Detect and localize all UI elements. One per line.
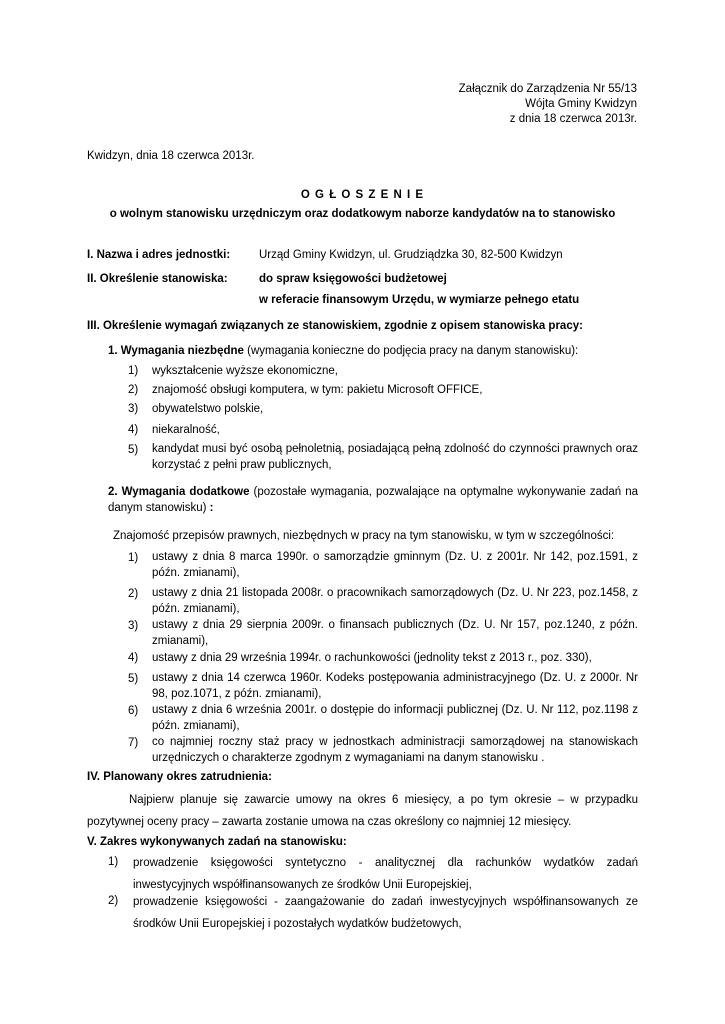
req2-num-5: 5) [128, 673, 139, 685]
req2-num-2: 2) [128, 588, 139, 600]
page-title: O G Ł O S Z E N I E [300, 189, 425, 201]
req1-item-1: wykształcenie wyższe ekonomiczne, [152, 365, 338, 377]
req2-title: 2. Wymagania dodatkowe [108, 486, 250, 498]
attachment-line-2: Wójta Gminy Kwidzyn [525, 98, 637, 110]
req1-item-3: obywatelstwo polskie, [152, 403, 264, 415]
req1-num-5: 5) [128, 444, 139, 456]
req2-item-6: ustawy z dnia 6 września 2001r. o dostępie do informacji publicznej (Dz. U. Nr 112, poz.1198 z późn. zmianami), [152, 704, 638, 732]
req1-title: 1. Wymagania niezbędne [108, 345, 244, 357]
req2-num-3: 3) [128, 620, 139, 632]
place-date: Kwidzyn, dnia 18 czerwca 2013r. [87, 150, 255, 162]
page-subtitle: o wolnym stanowisku urzędniczym oraz dodatkowym naborze kandydatów na to stanowisko [109, 208, 616, 220]
req2-note: (pozostałe wymagania, pozwalające na optymalne wykonywanie zadań na danym stanowisku) [108, 486, 638, 514]
section-2-label: II. Określenie stanowiska: [87, 273, 228, 285]
section-1-value: Urząd Gminy Kwidzyn, ul. Grudziądzka 30, 82-500 Kwidzyn [259, 249, 563, 261]
req2-item-5: ustawy z dnia 14 czerwca 1960r. Kodeks postępowania administracyjnego (Dz. U. z 2000r. Nr 98, poz.1071, z późn. zmianami), [152, 672, 638, 700]
req1-note: (wymagania konieczne do podjęcia pracy na danym stanowisku): [243, 345, 579, 357]
req1-item-4: niekaralność, [152, 424, 220, 436]
req2-colon: : [209, 502, 214, 514]
req2-item-4: ustawy z dnia 29 września 1994r. o rachunkowości (jednolity tekst z 2013 r., poz. 330), [152, 652, 592, 664]
section-2-value-1: do spraw księgowości budżetowej [259, 273, 447, 285]
req2-item-2: ustawy z dnia 21 listopada 2008r. o pracownikach samorządowych (Dz. U. Nr 223, poz.1458, z późn. zmianami), [152, 587, 638, 615]
req2-item-3: ustawy z dnia 29 sierpnia 2009r. o finansach publicznych (Dz. U. Nr 157, poz.1240, z późn. zmianami), [152, 619, 638, 647]
section-5-heading: V. Zakres wykonywanych zadań na stanowisku: [87, 836, 347, 848]
section-1-label: I. Nazwa i adres jednostki: [87, 249, 231, 261]
attachment-line-3: z dnia 18 czerwca 2013r. [509, 113, 637, 125]
section-2-value-2: w referacie finansowym Urzędu, w wymiarze pełnego etatu [259, 294, 580, 306]
req2-num-7: 7) [128, 737, 139, 749]
task-num-2: 2) [108, 895, 119, 907]
task-num-1: 1) [108, 856, 119, 868]
req2-num-6: 6) [128, 705, 139, 717]
req2-heading [108, 484, 638, 516]
req2-intro: Znajomość przepisów prawnych, niezbędnych w pracy na tym stanowisku, w tym w szczególności: [113, 530, 615, 542]
req1-num-3: 3) [128, 403, 139, 415]
req2-num-1: 1) [128, 552, 139, 564]
task-item-2: prowadzenie księgowości - zaangażowanie do zadań inwestycyjnych współfinansowanych ze środków Unii Europejskiej i pozostałych wydatków budżetowych, [133, 896, 638, 930]
section-3-heading: III. Określenie wymagań związanych ze stanowiskiem, zgodnie z opisem stanowiska pracy: [87, 320, 583, 332]
task-item-1: prowadzenie księgowości syntetyczno - analitycznej dla rachunków wydatków zadań inwestycyjnych współfinansowanych ze środków Unii Europejskiej, [133, 857, 638, 891]
req2-num-4: 4) [128, 652, 139, 664]
attachment-line-1: Załącznik do Zarządzenia Nr 55/13 [458, 83, 637, 95]
section-4-text: Najpierw planuje się zawarcie umowy na okres 6 miesięcy, a po tym okresie – w przypadku pozytywnej oceny pracy – zawarta zostanie umowa na czas określony co najmniej 12 miesięcy. [87, 794, 638, 828]
attachment-header [459, 82, 637, 127]
req1-heading [108, 345, 578, 357]
req1-num-2: 2) [128, 384, 139, 396]
req1-item-5: kandydat musi być osobą pełnoletnią, posiadającą pełną zdolność do czynności prawnych oraz korzystać z pełni praw publicznych, [152, 443, 638, 471]
req2-item-7: co najmniej roczny staż pracy w jednostkach administracji samorządowej na stanowiskach urzędniczych o charakterze zgodnym z wymaganiami na danym stanowisku . [152, 736, 638, 764]
req1-num-4: 4) [128, 424, 139, 436]
req2-item-1: ustawy z dnia 8 marca 1990r. o samorządzie gminnym (Dz. U. z 2001r. Nr 142, poz.1591, z późn. zmianami), [152, 551, 638, 579]
section-4-heading: IV. Planowany okres zatrudnienia: [87, 771, 272, 783]
req1-item-2: znajomość obsługi komputera, w tym: pakietu Microsoft OFFICE, [152, 384, 483, 396]
req1-num-1: 1) [128, 365, 139, 377]
